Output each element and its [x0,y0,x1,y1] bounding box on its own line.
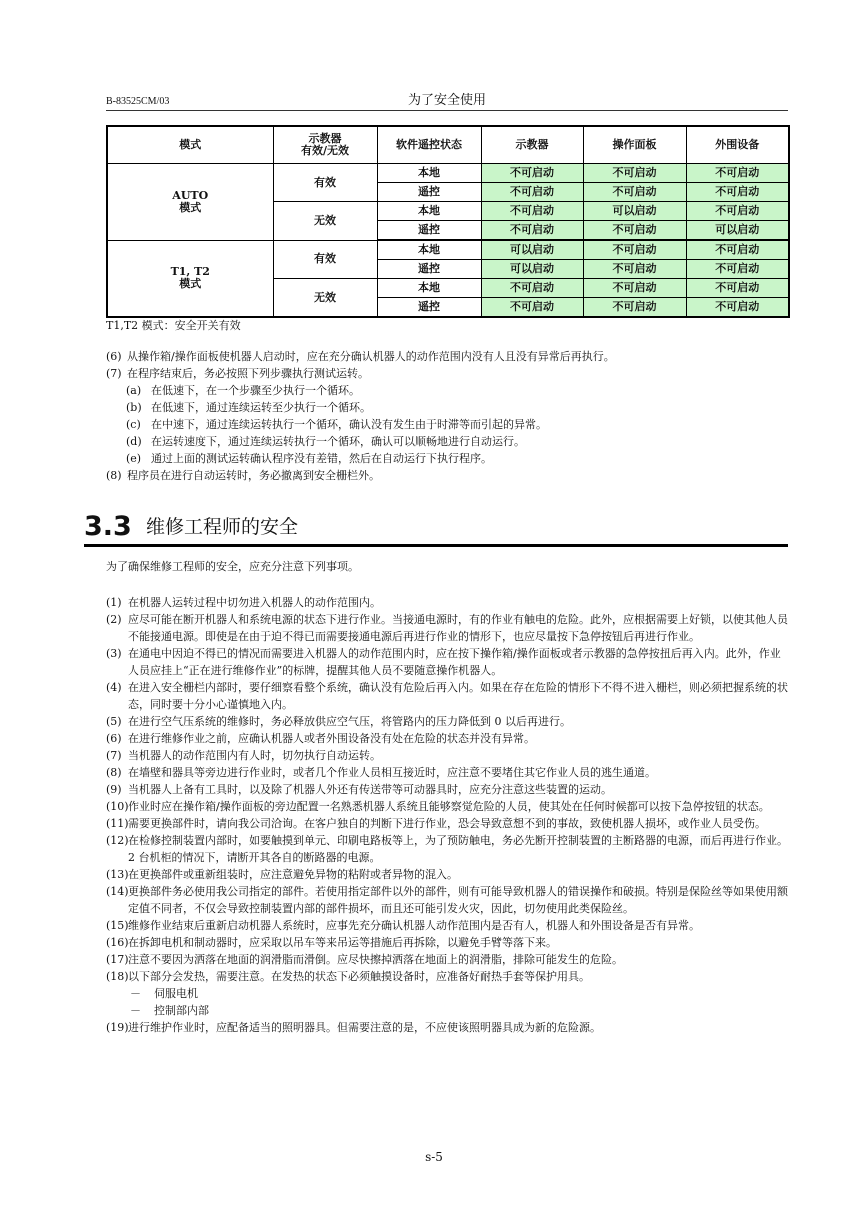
item-number: (11) [106,817,129,830]
status-cell: 不可启动 [481,164,583,183]
remote-cell: 遥控 [377,260,481,279]
item-text: 控制部内部 [154,1004,209,1017]
item-text: 在进行维修作业之前，应确认机器人或者外围设备没有处在危险的状态并没有异常。 [128,732,535,745]
item-text: 在程序结束后，务必按照下列步骤执行测试运转。 [127,367,369,380]
item-text: 应尽可能在断开机器人和系统电源的状态下进行作业。当接通电源时，有的作业有触电的危险。此外，应根据需要上好锁，以使其他人员不能接通电源。即使是在由于迫不得已而需要接通电源后再进行作业的情形下，也应尽量按下急停按钮后再进行作业。 [128,613,788,643]
list-item [106,713,788,730]
status-cell: 不可启动 [686,202,789,221]
item-number: (5) [106,715,122,728]
status-cell: 不可启动 [481,221,583,241]
list-item [106,951,788,968]
status-cell: 不可启动 [686,164,789,183]
item-number: (13) [106,868,129,881]
item-text: 在低速下，通过连续运转至少执行一个循环。 [151,401,371,414]
table-header-tp-valid: 示教器 有效/无效 [273,126,377,164]
item-text: 伺服电机 [154,987,198,1000]
list-item [106,781,788,798]
item-text: 在拆卸电机和制动器时，应采取以吊车等来吊运等措施后再拆除，以避免手臂等落下来。 [128,936,557,949]
validity-cell: 无效 [273,279,377,318]
item-text: 在检修控制装置内部时，如要触摸到单元、印刷电路板等上，为了预防触电，务必先断开控制装置的主断路器的电源，而后再进行作业。2 台机柜的情况下，请断开其各自的断路器的电源。 [128,834,788,864]
list-item [106,382,788,399]
item-number: (8) [106,469,122,482]
item-number: (10) [106,800,129,813]
item-text: 作业时应在操作箱/操作面板的旁边配置一名熟悉机器人系统且能够察觉危险的人员，使其处在任何时候都可以按下急停按钮的状态。 [128,800,770,813]
list-item [106,1019,788,1036]
item-number: (3) [106,647,122,660]
item-number: (19) [106,1021,129,1034]
section-heading [84,508,788,547]
table-header-mode: 模式 [107,126,273,164]
section-title: 维修工程师的安全 [146,516,299,538]
status-cell: 可以启动 [583,202,686,221]
item-text: 维修作业结束后重新启动机器人系统时，应事先充分确认机器人动作范围内是否有人，机器人和外围设备是否有异常。 [128,919,700,932]
remote-cell: 遥控 [377,183,481,202]
status-cell: 可以启动 [481,260,583,279]
status-cell: 不可启动 [686,298,789,318]
remote-cell: 本地 [377,279,481,298]
item-text: 在通电中因迫不得已的情况而需要进入机器人的动作范围内时，应在按下操作箱/操作面板或者示教器的急停按扭后再入内。此外，作业人员应挂上“正在进行维修作业”的标牌，提醒其他人员不要随意操作机器人。 [128,647,781,677]
validity-cell: 有效 [273,240,377,279]
list-item [106,611,788,645]
mode-cell-t1-t2: T1, T2 模式 [107,240,273,317]
list-item [106,747,788,764]
status-cell: 不可启动 [481,183,583,202]
status-cell: 不可启动 [686,183,789,202]
remote-cell: 本地 [377,202,481,221]
mode-start-table [106,125,790,318]
item-number: (6) [106,350,122,363]
status-cell: 不可启动 [583,164,686,183]
list-item [106,679,788,713]
item-number: (17) [106,953,129,966]
item-number: (6) [106,732,122,745]
validity-cell: 无效 [273,202,377,241]
list-item [106,594,788,611]
list-item [106,450,788,467]
remote-cell: 遥控 [377,298,481,318]
status-cell: 不可启动 [583,260,686,279]
item-number: (7) [106,749,122,762]
list-item [106,798,788,815]
list-item [106,348,788,365]
item-text: 需要更换部件时，请向我公司洽询。在客户独自的判断下进行作业，恐会导致意想不到的事故，致使机器人损坏，或作业人员受伤。 [128,817,766,830]
list-item [106,968,788,985]
status-cell: 可以启动 [686,221,789,241]
list-item [106,467,788,484]
item-number: (14) [106,885,129,898]
item-text: 从操作箱/操作面板使机器人启动时，应在充分确认机器人的动作范围内没有人且没有异常后再执行。 [127,350,615,363]
item-text: 程序员在进行自动运转时，务必撤离到安全栅栏外。 [127,469,380,482]
validity-cell: 有效 [273,164,377,202]
dash-marker: － [130,1004,141,1017]
remote-cell: 遥控 [377,221,481,241]
item-text: 通过上面的测试运转确认程序没有差错，然后在自动运行下执行程序。 [151,452,492,465]
list-item [106,917,788,934]
dash-marker: － [130,987,141,1000]
page-header [106,88,788,111]
table-header-peripheral: 外围设备 [686,126,789,164]
item-number: (9) [106,783,122,796]
status-cell: 可以启动 [481,240,583,260]
item-number: (d) [126,435,142,448]
page-number: s-5 [425,1150,443,1164]
status-cell: 不可启动 [686,240,789,260]
table-header-remote-state: 软件遥控状态 [377,126,481,164]
status-cell: 不可启动 [686,260,789,279]
item-number: (1) [106,596,122,609]
list-item [106,365,788,382]
remote-cell: 本地 [377,240,481,260]
item-text: 在低速下，在一个步骤至少执行一个循环。 [151,384,360,397]
item-number: (15) [106,919,129,932]
list-item [106,399,788,416]
list-item [106,645,788,679]
remote-cell: 本地 [377,164,481,183]
status-cell: 不可启动 [583,240,686,260]
list-item [106,934,788,951]
item-text: 在进行空气压系统的维修时，务必释放供应空气压，将管路内的压力降低到 0 以后再进行。 [128,715,571,728]
item-number: (18) [106,970,129,983]
item-text: 在墙壁和器具等旁边进行作业时，或者几个作业人员相互接近时，应注意不要堵住其它作业人员的逃生通道。 [128,766,656,779]
table-note: T1,T2 模式：安全开关有效 [106,319,241,332]
list-item [106,764,788,781]
status-cell: 不可启动 [583,279,686,298]
page-title: 为了安全使用 [407,93,486,108]
section-intro: 为了确保维修工程师的安全，应充分注意下列事项。 [106,560,359,573]
item-text: 进行维护作业时，应配备适当的照明器具。但需要注意的是，不应使该照明器具成为新的危险源。 [128,1021,601,1034]
table-header-teach-pendant: 示教器 [481,126,583,164]
item-number: (4) [106,681,122,694]
item-number: (7) [106,367,122,380]
status-cell: 不可启动 [686,279,789,298]
item-number: (c) [126,418,141,431]
item-number: (a) [126,384,142,397]
table-row [107,164,789,183]
item-text: 当机器人上备有工具时，以及除了机器人外还有传送带等可动器具时，应充分注意这些装置的运动。 [128,783,612,796]
maintenance-safety-list [106,594,788,1036]
item-text: 注意不要因为洒落在地面的润滑脂而滑倒。应尽快擦掉洒落在地面上的润滑脂，排除可能发生的危险。 [128,953,623,966]
item-number: (8) [106,766,122,779]
status-cell: 不可启动 [583,298,686,318]
list-item [106,985,788,1002]
list-item [106,433,788,450]
document-code: B-83525CM/03 [106,96,170,107]
program-procedure-list [106,348,788,484]
list-item [106,832,788,866]
item-text: 在机器人运转过程中切勿进入机器人的动作范围内。 [128,596,381,609]
table-header-operator-panel: 操作面板 [583,126,686,164]
item-text: 在运转速度下，通过连续运转执行一个循环，确认可以顺畅地进行自动运行。 [151,435,525,448]
section-number: 3.3 [84,511,132,542]
item-text: 以下部分会发热，需要注意。在发热的状态下必须触摸设备时，应准备好耐热手套等保护用具。 [128,970,590,983]
item-text: 在更换部件或重新组装时，应注意避免异物的粘附或者异物的混入。 [128,868,458,881]
list-item [106,866,788,883]
list-item [106,730,788,747]
item-text: 在进入安全栅栏内部时，要仔细察看整个系统，确认没有危险后再入内。如果在存在危险的情形下不得不进入栅栏，则必须把握系统的状态，同时要十分小心谨慎地入内。 [128,681,788,711]
list-item [106,883,788,917]
item-number: (b) [126,401,142,414]
item-number: (12) [106,834,129,847]
table-row [107,240,789,260]
status-cell: 不可启动 [583,183,686,202]
list-item [106,416,788,433]
item-number: (e) [126,452,142,465]
mode-cell-auto: AUTO 模式 [107,164,273,241]
status-cell: 不可启动 [481,202,583,221]
status-cell: 不可启动 [583,221,686,241]
item-text: 更换部件务必使用我公司指定的部件。若使用指定部件以外的部件，则有可能导致机器人的错误操作和破损。特别是保险丝等如果使用额定值不同者，不仅会导致控制装置内部的部件损坏，而且还可能引发火灾，因此，切勿使用此类保险丝。 [128,885,788,915]
status-cell: 不可启动 [481,279,583,298]
item-text: 当机器人的动作范围内有人时，切勿执行自动运转。 [128,749,381,762]
item-number: (16) [106,936,129,949]
item-text: 在中速下，通过连续运转执行一个循环，确认没有发生由于时滞等而引起的异常。 [151,418,547,431]
status-cell: 不可启动 [481,298,583,318]
item-number: (2) [106,613,122,626]
list-item [106,1002,788,1019]
list-item [106,815,788,832]
